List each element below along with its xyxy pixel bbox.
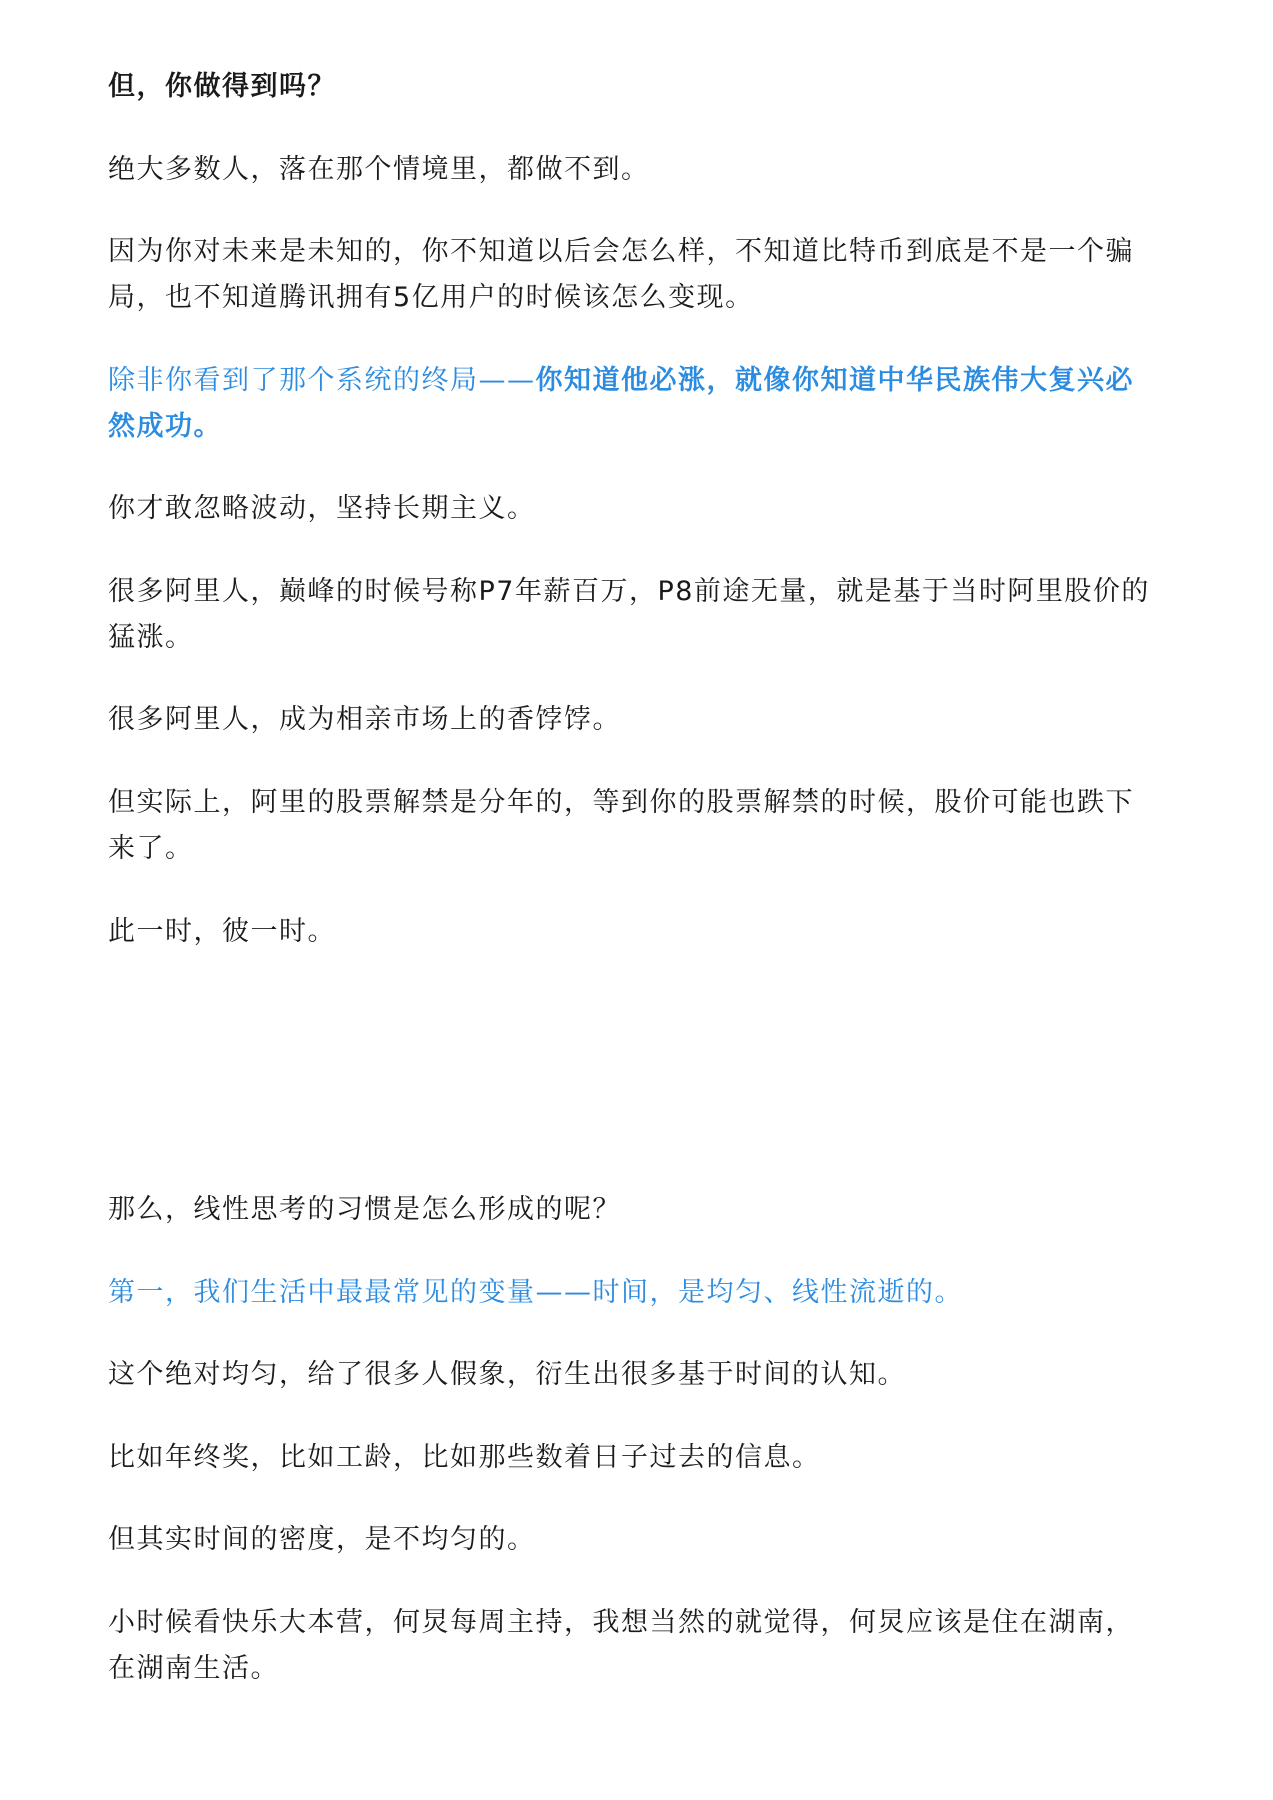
text-line: 因为你对未来是未知的，你不知道以后会怎么样，不知道比特币到底是不是一个骗: [108, 236, 1134, 267]
paragraph: [108, 569, 1178, 661]
text-line: 猛涨。: [108, 622, 194, 653]
text-line: 绝大多数人，落在那个情境里，都做不到。: [108, 154, 650, 185]
text-line: 你才敢忽略波动，坚持长期主义。: [108, 493, 536, 524]
text-line: 小时候看快乐大本营，何炅每周主持，我想当然的就觉得，何炅应该是住在湖南，: [108, 1607, 1134, 1638]
text-line: 局，也不知道腾讯拥有5亿用户的时候该怎么变现。: [108, 282, 754, 313]
paragraph: [108, 486, 1178, 532]
highlight-paragraph: [108, 1270, 1178, 1316]
text-line: 那么，线性思考的习惯是怎么形成的呢？: [108, 1194, 621, 1225]
question-heading: [108, 64, 1178, 110]
text-line: 比如年终奖，比如工龄，比如那些数着日子过去的信息。: [108, 1442, 821, 1473]
paragraph: [108, 229, 1178, 321]
paragraph: [108, 1517, 1178, 1563]
text-line: 在湖南生活。: [108, 1653, 279, 1684]
text-line: 很多阿里人，成为相亲市场上的香饽饽。: [108, 704, 621, 735]
highlight-bold-text: 然成功。: [108, 411, 222, 442]
paragraph: [108, 909, 1178, 955]
text-line: 但其实时间的密度，是不均匀的。: [108, 1524, 536, 1555]
text-line: 很多阿里人，巅峰的时候号称P7年薪百万，P8前途无量，就是基于当时阿里股价的: [108, 576, 1150, 607]
text-line: 但，你做得到吗？: [108, 71, 336, 102]
paragraph: [108, 1187, 1178, 1233]
highlight-bold-text: 你知道他必涨，就像你知道中华民族伟大复兴必: [535, 365, 1134, 396]
paragraph: [108, 147, 1178, 193]
paragraph: [108, 697, 1178, 743]
paragraph: [108, 1600, 1178, 1692]
text-line: 来了。: [108, 833, 194, 864]
paragraph: [108, 780, 1178, 872]
text-line: 但实际上，阿里的股票解禁是分年的，等到你的股票解禁的时候，股价可能也跌下: [108, 787, 1134, 818]
highlight-paragraph: [108, 358, 1178, 450]
text-line: [108, 358, 1178, 404]
paragraph: [108, 1352, 1178, 1398]
highlight-plain-text: 除非你看到了那个系统的终局——: [108, 365, 536, 396]
text-line: 这个绝对均匀，给了很多人假象，衍生出很多基于时间的认知。: [108, 1359, 906, 1390]
text-line: 第一，我们生活中最最常见的变量——时间，是均匀、线性流逝的。: [108, 1277, 963, 1308]
text-line: 此一时，彼一时。: [108, 916, 336, 947]
paragraph: [108, 1435, 1178, 1481]
